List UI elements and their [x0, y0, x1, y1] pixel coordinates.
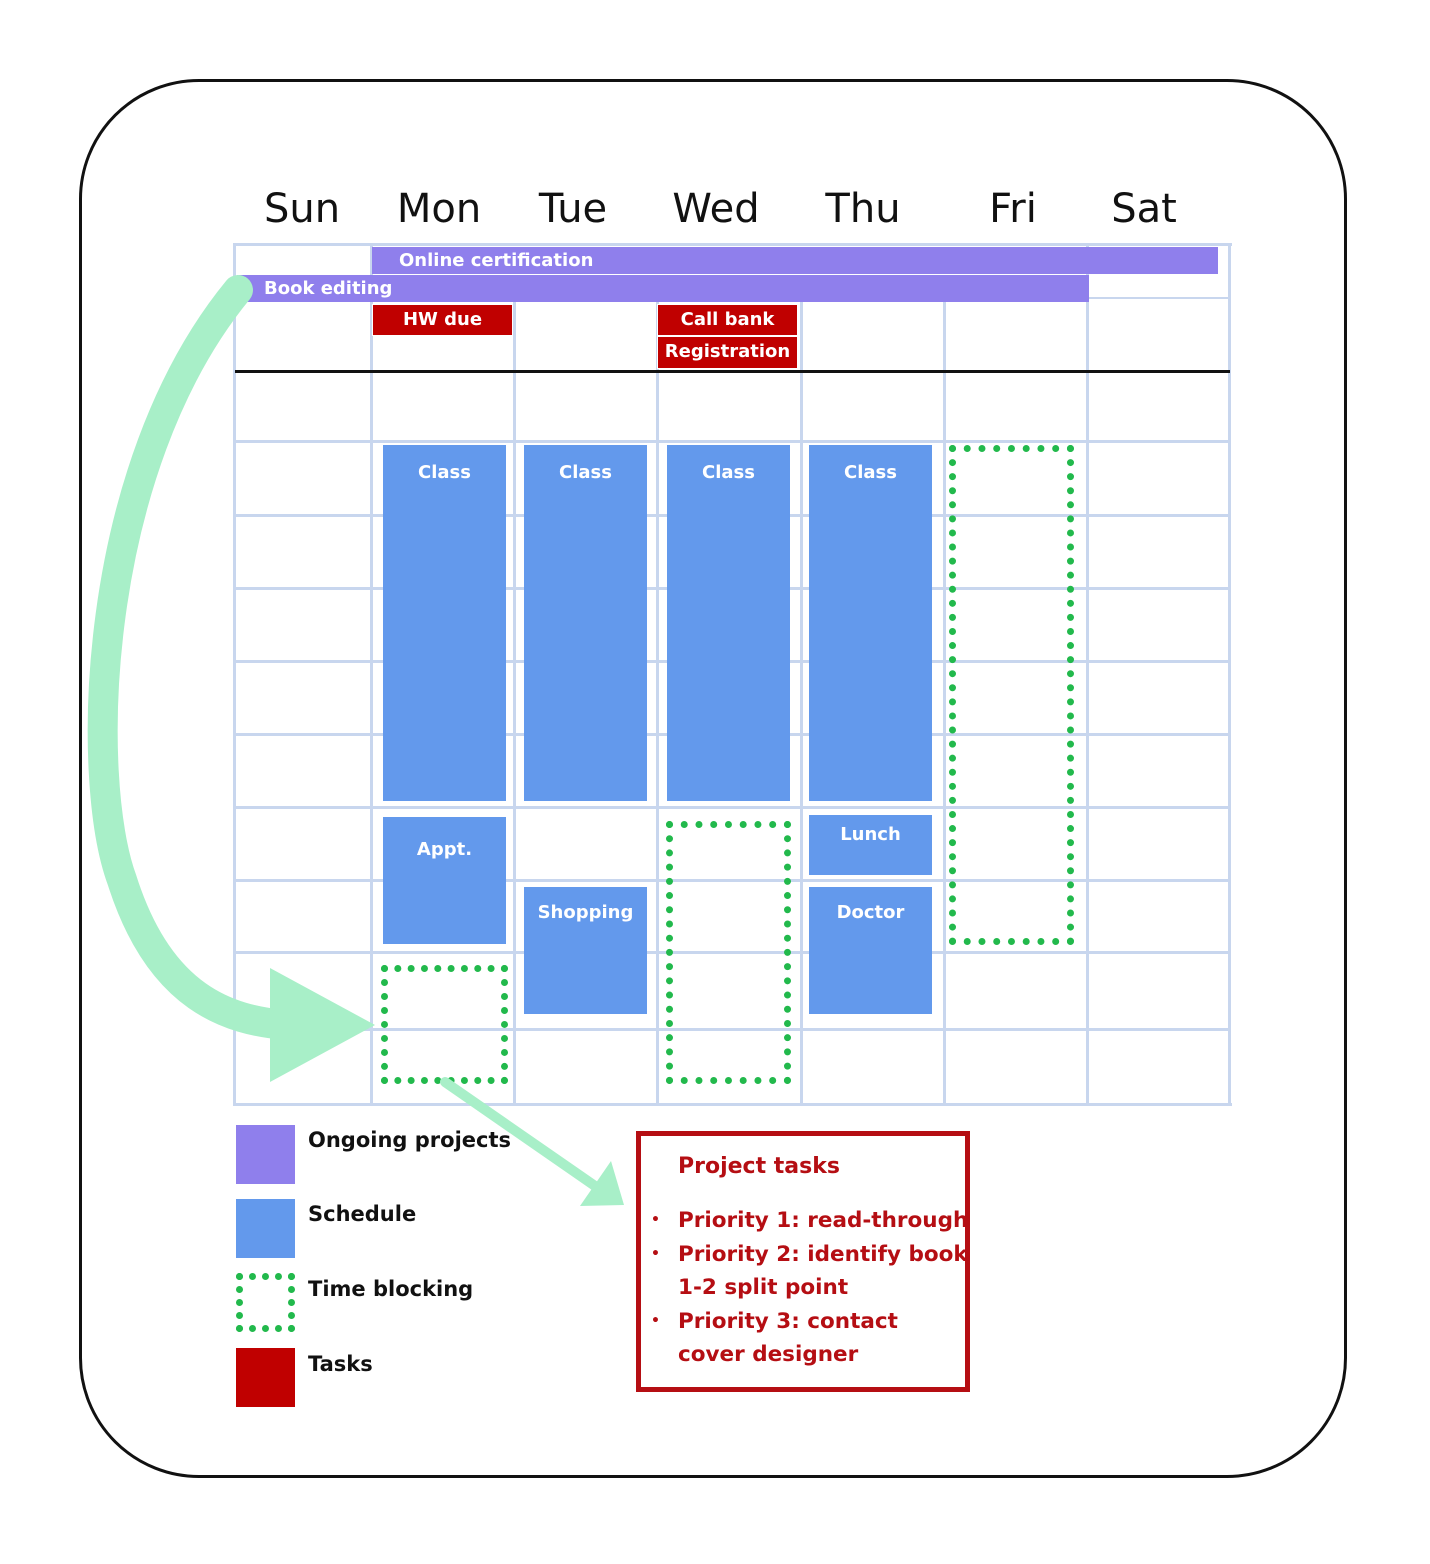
project-tasks-box [636, 1131, 970, 1392]
event-class-mon[interactable]: Class [383, 445, 506, 801]
day-header-tue: Tue [538, 186, 608, 232]
event-shopping-tue[interactable]: Shopping [524, 887, 647, 1014]
legend-swatch-time-blocking [236, 1273, 295, 1332]
project-task-text: Priority 3: contact cover designer [678, 1308, 898, 1367]
legend-swatch-ongoing-projects [236, 1125, 295, 1184]
project-task-item [651, 1204, 971, 1238]
legend-swatch-tasks [236, 1348, 295, 1407]
project-tasks-title: Project tasks [678, 1154, 840, 1179]
day-header-mon: Mon [396, 186, 482, 232]
legend-label-ongoing-projects: Ongoing projects [308, 1128, 511, 1152]
curved-arrow-head [270, 968, 375, 1082]
day-header-sat: Sat [1111, 186, 1177, 232]
bullet-icon: • [651, 1312, 660, 1329]
project-task-text: Priority 2: identify book 1-2 split point [678, 1241, 968, 1300]
event-appt-mon[interactable]: Appt. [383, 817, 506, 944]
day-header-wed: Wed [672, 186, 760, 232]
bullet-icon: • [651, 1245, 660, 1262]
curved-arrow-icon [103, 290, 285, 1025]
legend-label-schedule: Schedule [308, 1202, 417, 1226]
event-class-thu[interactable]: Class [809, 445, 932, 801]
legend-swatch-schedule [236, 1199, 295, 1258]
project-task-item [651, 1238, 971, 1305]
project-bar-online-certification[interactable]: Online certification [372, 247, 1218, 274]
event-lunch-thu[interactable]: Lunch [809, 815, 932, 875]
task-hw-due[interactable]: HW due [372, 304, 513, 336]
event-class-wed[interactable]: Class [667, 445, 790, 801]
task-call-bank[interactable]: Call bank [657, 304, 798, 336]
day-header-sun: Sun [263, 186, 341, 232]
legend-label-time-blocking: Time blocking [308, 1277, 474, 1301]
event-doctor-thu[interactable]: Doctor [809, 887, 932, 1014]
project-tasks-list [651, 1204, 971, 1372]
project-bar-book-editing[interactable]: Book editing [237, 275, 1089, 302]
event-class-tue[interactable]: Class [524, 445, 647, 801]
task-registration[interactable]: Registration [657, 336, 798, 369]
legend-label-tasks: Tasks [308, 1352, 373, 1376]
day-header-thu: Thu [825, 186, 901, 232]
project-task-text: Priority 1: read-through [678, 1208, 969, 1233]
day-header-fri: Fri [989, 186, 1037, 232]
project-task-item [651, 1305, 971, 1372]
bullet-icon: • [651, 1212, 660, 1228]
